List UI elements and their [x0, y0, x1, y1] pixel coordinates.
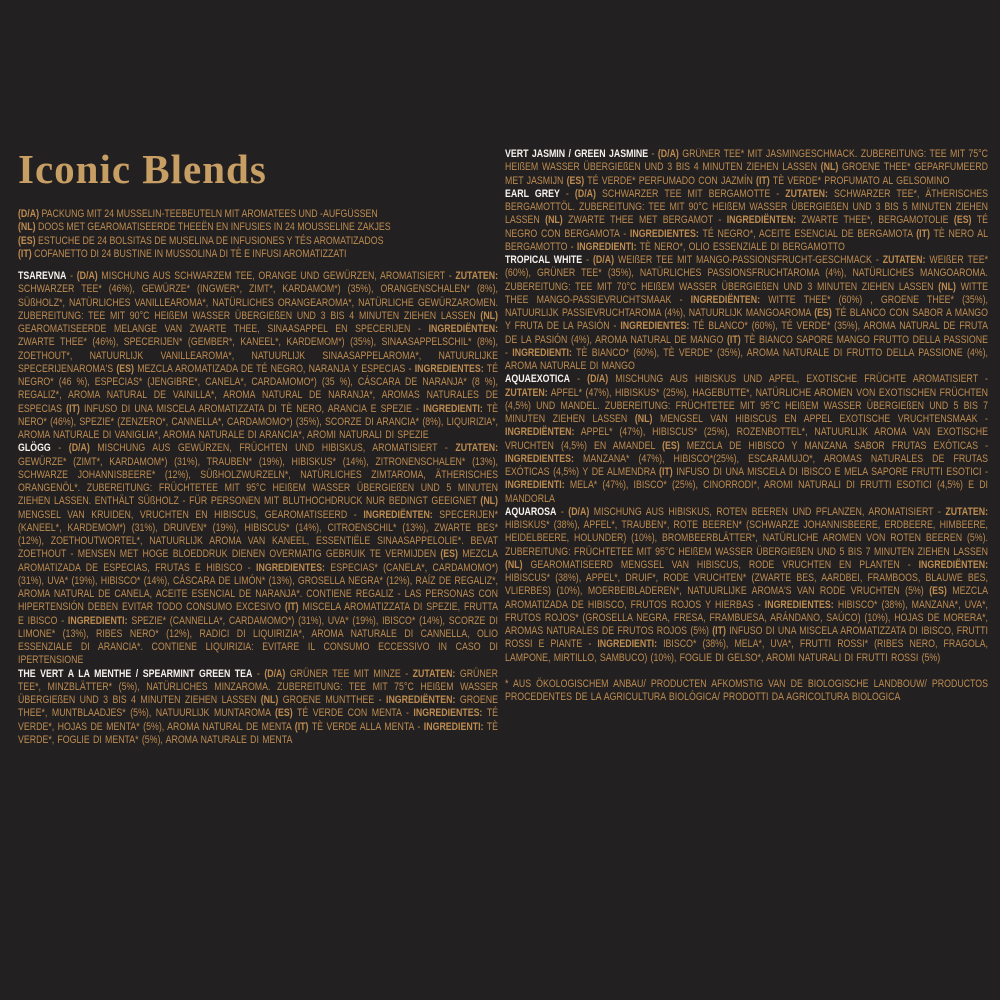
organic-footnote: * AUS ÖKOLOGISCHEM ANBAU/ PRODUCTEN AFKOMSTIG VAN DE BIOLOGISCHE LANDBOUW/ PRODUCTOS PROCEDENTES DE LA AGRICULTURA BIOLÓGICA/ PRODOTTI DA AGRICOLTURA BIOLOGICA: [505, 677, 988, 703]
right-column-text: [505, 148, 988, 704]
blend-paragraph-aquarosa: AQUAROSA - (D/A) MISCHUNG AUS HIBISKUS, ROTEN BEEREN UND PFLANZEN, AROMATISIERT - ZUTATEN: HIBISKUS* (38%), APFEL*, TRAUBEN*, ROTE BEEREN* (SCHWARZE JOHANNISBEERE, ERDBEERE, HIMBEERE, HEIDELBEERE, HOLUNDER) (10%), BROMBEERBLÄTTER*, NATÜRLICHE AROMEN VON ROTEN BEEREN (5%). ZUBEREITUNG: FRÜCHTETEE MIT 95°C HEIßEM WASSER ÜBERGIEßEN UND 5 BIS 7 MINUTEN ZIEHEN LASSEN (NL) GEAROMATISEERD MENGSEL VAN HIBISCUS, RODE VRUCHTEN EN PLANTEN - INGREDIËNTEN: HIBISCUS* (38%), APPEL*, DRUIF*, RODE VRUCHTEN* (ZWARTE BES, AARDBEI, FRAMBOOS, BLAUWE BES, VLIERBES) (10%), MOERBEIBLADEREN*, NATUURLIJKE AROMA'S VAN RODE VRUCHTEN (5%) (ES) MEZCLA AROMATIZADA DE HIBISCO, FRUTOS ROJOS Y HIERBAS - INGREDIENTES: HIBISCO* (38%), MANZANA*, UVA*, FRUTOS ROJOS* (GROSELLA NEGRA, FRESA, FRAMBUESA, ARÁNDANO, SAÚCO) (10%), HOJAS DE MORERA*, AROMAS NATURALES DE FRUTOS ROJOS (5%) (IT) INFUSO DI UNA MISCELA AROMATIZZATA DI IBISCO, FRUTTI ROSSI E PIANTE - INGREDIENTI: IBISCO* (38%), MELA*, UVA*, FRUTTI ROSSI* (RIBES NERO, FRAGOLA, LAMPONE, MIRTILLO, SAMBUCO) (10%), FOGLIE DI GELSO*, AROMI NATURALI DI FRUTTI ROSSI (5%): [505, 505, 988, 664]
blend-paragraph-tsarevna: TSAREVNA - (D/A) MISCHUNG AUS SCHWARZEM TEE, ORANGE UND GEWÜRZEN, AROMATISIERT - ZUTATEN: SCHWARZER TEE* (46%), GEWÜRZE* (INGWER*, ZIMT*, KARDAMOM*) (35%), ORANGENSCHALEN* (8%), SÜßHOLZ*, NATÜRLICHES VANILLEAROMA*, NATÜRLICHES ORANGEAROMA*, NATÜRLICHE GEWÜRZAROMEN. ZUBEREITUNG: TEE MIT 90°C HEIßEM WASSER ÜBERGIEßEN UND 3 BIS 4 MINUTEN ZIEHEN LASSEN (NL) GEAROMATISEERDE MELANGE VAN ZWARTE THEE, SINAASAPPEL EN SPECERIJEN - INGREDIËNTEN: ZWARTE THEE* (46%), SPECERIJEN* (GEMBER*, KANEEL*, KARDEMOM*) (35%), SINAASAPPELSCHIL* (8%), ZOETHOUT*, NATUURLIJK VANILLEAROMA*, NATUURLIJK SINAASAPPELAROMA*, NATUURLIJKE SPECERIJENAROMA'S (ES) MEZCLA AROMATIZADA DE TÉ NEGRO, NARANJA Y ESPECIAS - INGREDIENTES: TÉ NEGRO* (46 %), ESPECIAS* (JENGIBRE*, CANELA*, CARDAMOMO*) (35 %), CÁSCARA DE NARANJA* (8 %), REGALIZ*, AROMA NATURAL DE VAINILLA*, AROMA NATURAL DE NARANJA*, AROMAS NATURALES DE ESPECIAS (IT) INFUSO DI UNA MISCELA AROMATIZZATA DI TÈ NERO, ARANCIA E SPEZIE - INGREDIENTI: TÈ NERO* (46%), SPEZIE* (ZENZERO*, CANNELLA*, CARDAMOMO*) (35%), SCORZE DI ARANCIA* (8%), LIQUIRIZIA*, AROMA NATURALE DI VANIGLIA*, AROMA NATURALE DI ARANCIA*, AROMI NATURALI DI SPEZIE: [18, 270, 499, 442]
page-title: Iconic Blends: [18, 146, 267, 192]
intro-line-it: (IT) COFANETTO DI 24 BUSTINE IN MUSSOLINA DI TÈ E INFUSI AROMATIZZATI: [18, 247, 347, 260]
intro-line-de: (D/A) PACKUNG MIT 24 MUSSELIN-TEEBEUTELN MIT AROMATEES UND -AUFGÜSSEN: [18, 208, 378, 221]
blend-paragraph-spearmint-green-tea: THE VERT A LA MENTHE / SPEARMINT GREEN TEA - (D/A) GRÜNER TEE MIT MINZE - ZUTATEN: GRÜNER TEE*, MINZBLÄTTER* (5%), NATÜRLICHES MINZAROMA. ZUBEREITUNG: TEE MIT 75°C HEIßEM WASSER ÜBERGIEßEN UND 3 BIS 4 MINUTEN ZIEHEN LASSEN (NL) GROENE MUNTTHEE - INGREDIËNTEN: GROENE THEE*, MUNTBLAADJES* (5%), NATUURLIJK MUNTAROMA (ES) TÉ VERDE CON MENTA - INGREDIENTES: TÉ VERDE*, HOJAS DE MENTA* (5%), AROMA NATURAL DE MENTA (IT) TÈ VERDE ALLA MENTA - INGREDIENTI: TÈ VERDE*, FOGLIE DI MENTA* (5%), AROMA NATURALE DI MENTA: [18, 667, 498, 746]
blend-paragraph-glogg: GLÖGG - (D/A) MISCHUNG AUS GEWÜRZEN, FRÜCHTEN UND HIBISKUS, AROMATISIERT - ZUTATEN: GEWÜRZE* (ZIMT*, KARDAMOM*) (31%), TRAUBEN* (19%), HIBISKUS* (14%), ZITRONENSCHALEN* (13%), SCHWARZE JOHANNISBEERE* (12%), SÜßHOLZWURZELN*, NATÜRLICHES ZIMTAROMA, ÄTHERISCHES ORANGENÖL*. ZUBEREITUNG: FRÜCHTETEE MIT 95°C HEIßEM WASSER ÜBERGIEßEN UND 5 MINUTEN ZIEHEN LASSEN. ENTHÄLT SÜßHOLZ - FÜR PERSONEN MIT BLUTHOCHDRUCK NUR BEDINGT GEEIGNET (NL) MENGSEL VAN KRUIDEN, VRUCHTEN EN HIBISCUS, GEAROMATISEERD - INGREDIËNTEN: SPECERIJEN* (KANEEL*, KARDEMOM*) (31%), DRUIVEN* (19%), HIBISCUS* (14%), CITROENSCHIL* (13%), ZWARTE BES* (12%), ZOETHOUTWORTEL*, NATUURLIJK AROMA VAN KANEEL, ESSENTIËLE SINAASAPPELOLIE*. BEVAT ZOETHOUT - MENSEN MET HOGE BLOEDDRUK DIENEN OVERMATIG GEBRUIK TE VERMIJDEN (ES) MEZCLA AROMATIZADA DE ESPECIAS, FRUTAS E HIBISCO - INGREDIENTES: ESPECIAS* (CANELA*, CARDAMOMO*) (31%), UVA* (19%), HIBISCO* (14%), CÁSCARA DE LIMÓN* (13%), GROSELLA NEGRA* (12%), RAÍZ DE REGALIZ*, AROMA NATURAL DE CANELA, ACEITE ESENCIAL DE NARANJA*. CONTIENE REGALIZ - LAS PERSONAS CON HIPERTENSIÓN DEBEN EVITAR TODO CONSUMO EXCESIVO (IT) MISCELA AROMATIZZATA DI SPEZIE, FRUTTA E IBISCO - INGREDIENTI: SPEZIE* (CANNELLA*, CARDAMOMO*) (31%), UVA* (19%), IBISCO* (14%), SCORZE DI LIMONE* (13%), RIBES NERO* (12%), RADICI DI LIQUIRIZIA*, AROMA NATURALE DI CANNELLA, OLIO ESSENZIALE DI ARANCIA*. CONTIENE LIQUIRIZIA: EVITARE IL CONSUMO ECCESSIVO IN CASO DI IPERTENSIONE: [18, 442, 499, 667]
blend-paragraph-tropical-white: TROPICAL WHITE - (D/A) WEIßER TEE MIT MANGO-PASSIONSFRUCHT-GESCHMACK - ZUTATEN: WEIßER TEE* (60%), GRÜNER TEE* (35%), NATÜRLICHES PASSIONSFRUCHTAROMA (4%), NATÜRLICHES MANGOAROMA. ZUBEREITUNG: TEE MIT 70°C HEIßEM WASSER ÜBERGIEßEN UND 3 MINUTEN ZIEHEN LASSEN (NL) WITTE THEE MANGO-PASSIEVRUCHTSMAAK - INGREDIËNTEN: WITTE THEE* (60%) , GROENE THEE* (35%), NATUURLIJK PASSIEVRUCHTAROMA (4%), NATUURLIJK MANGOAROMA (ES) TÉ BLANCO CON SABOR A MANGO Y FRUTA DE LA PASIÓN - INGREDIENTES: TÉ BLANCO* (60%), TÉ VERDE* (35%), AROMA NATURAL DE FRUTA DE LA PASIÓN (4%), AROMA NATURAL DE MANGO (IT) TÈ BIANCO SAPORE MANGO FRUTTO DELLA PASSIONE - INGREDIENTI: TÈ BIANCO* (60%), TÈ VERDE* (35%), AROMA NATURALE DI FRUTTO DELLA PASSIONE (4%), AROMA NATURALE DI MANGO: [505, 254, 989, 372]
intro-line-nl: (NL) DOOS MET GEAROMATISEERDE THEEËN EN INFUSIES IN 24 MOUSSELINE ZAKJES: [18, 221, 391, 234]
pack-description: [18, 208, 498, 261]
left-column-text: [18, 208, 498, 747]
blend-paragraph-aquaexotica: AQUAEXOTICA - (D/A) MISCHUNG AUS HIBISKUS UND APFEL, EXOTISCHE FRÜCHTE AROMATISIERT - ZUTATEN: APFEL* (47%), HIBISKUS* (25%), HAGEBUTTE*, NATÜRLICHE AROMEN VON EXOTISCHEN FRÜCHTEN (4,5%) UND MANDEL. ZUBEREITUNG: FRÜCHTETEE MIT 95°C HEIßEM WASSER ÜBERGIEßEN UND 5 BIS 7 MINUTEN ZIEHEN LASSEN (NL) MENGSEL VAN HIBISCUS EN APPEL EXOTISCHE VRUCHTENSMAAK - INGREDIËNTEN: APPEL* (47%), HIBISCUS* (25%), ROZENBOTTEL*, NATUURLIJK AROMA VAN EXOTISCHE VRUCHTEN (4,5%) EN AMANDEL (ES) MEZCLA DE HIBISCO Y MANZANA SABOR FRUTAS EXÓTICAS - INGREDIENTES: MANZANA* (47%), HIBISCO*(25%), ESCARAMUJO*, AROMAS NATURALES DE FRUTAS EXÓTICAS (4,5%) Y DE ALMENDRA (IT) INFUSO DI UNA MISCELA DI IBISCO E MELA SAPORE FRUTTI ESOTICI - INGREDIENTI: MELA* (47%), IBISCO* (25%), CINORRODI*, AROMI NATURALI DI FRUTTI ESOTICI (4,5%) E DI MANDORLA: [505, 373, 989, 505]
left-column: [18, 148, 498, 747]
intro-line-es: (ES) ESTUCHE DE 24 BOLSITAS DE MUSELINA DE INFUSIONES Y TÉS AROMATIZADOS: [18, 234, 384, 247]
blend-paragraph-green-jasmine: VERT JASMIN / GREEN JASMINE - (D/A) GRÜNER TEE* MIT JASMINGESCHMACK. ZUBEREITUNG: TEE MIT 75°C HEIßEM WASSER ÜBERGIEßEN UND 3 BIS 4 MINUTEN ZIEHEN LASSEN (NL) GROENE THEE* GEPARFUMEERD MET JASMIJN (ES) TÉ VERDE* PERFUMADO CON JAZMÍN (IT) TÈ VERDE* PROFUMATO AL GELSOMINO: [505, 148, 989, 187]
right-column: [505, 148, 988, 704]
blend-paragraph-earl-grey: EARL GREY - (D/A) SCHWARZER TEE MIT BERGAMOTTE - ZUTATEN: SCHWARZER TEE*, ÄTHERISCHES BERGAMOTTÖL. ZUBEREITUNG: TEE MIT 90°C HEIßEM WASSER ÜBERGIEßEN UND 3 BIS 5 MINUTEN ZIEHEN LASSEN (NL) ZWARTE THEE MET BERGAMOT - INGREDIËNTEN: ZWARTE THEE*, BERGAMOTOLIE (ES) TÉ NEGRO CON BERGAMOTA - INGREDIENTES: TÉ NEGRO*, ACEITE ESENCIAL DE BERGAMOTA (IT) TÈ NERO AL BERGAMOTTO - INGREDIENTI: TÈ NERO*, OLIO ESSENZIALE DI BERGAMOTTO: [505, 187, 989, 253]
